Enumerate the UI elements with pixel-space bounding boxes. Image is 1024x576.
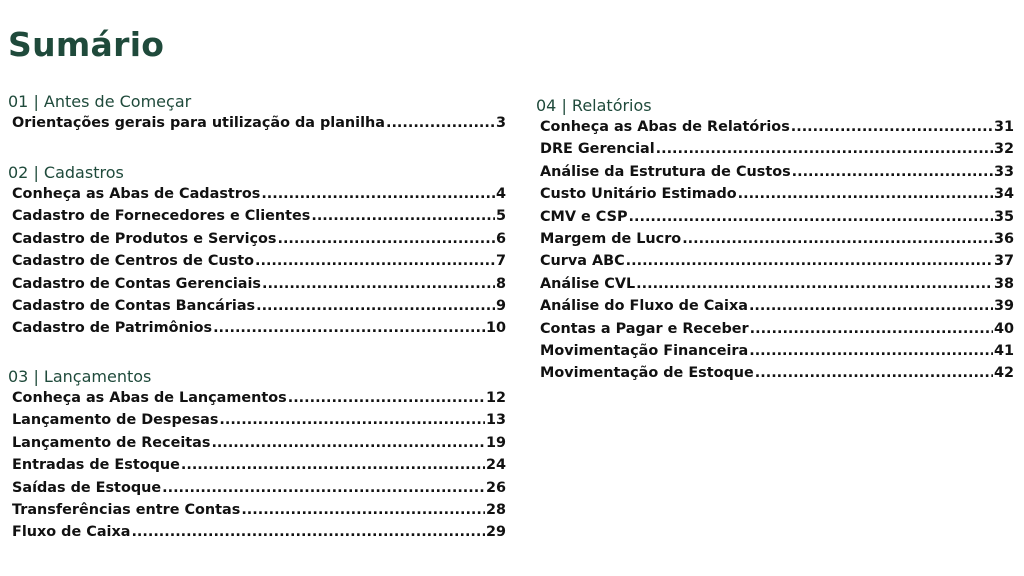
dot-leader [749,295,993,317]
toc-entry[interactable] [540,116,1014,138]
dot-leader [181,454,485,476]
dot-leader [750,318,993,340]
entry-label: Fluxo de Caixa [12,524,131,541]
dot-leader [241,499,485,521]
entry-label: Conheça as Abas de Lançamentos [12,390,287,406]
entry-page-number: 28 [485,501,506,518]
dot-leader [162,477,485,499]
dot-leader [629,206,993,228]
toc-entry[interactable] [540,250,1014,272]
toc-section-antes-de-comecar [8,92,506,134]
toc-entry[interactable] [540,340,1014,362]
entry-page-number: 35 [993,208,1014,225]
entry-page-number: 13 [485,412,506,429]
toc-entry[interactable] [540,138,1014,160]
toc-entry[interactable] [12,387,506,409]
dot-leader [211,432,485,454]
dot-leader [213,317,485,339]
dot-leader [256,295,495,317]
toc-section-relatorios [536,96,1014,385]
entry-page-number: 34 [993,186,1014,203]
toc-entry[interactable] [12,205,506,227]
entry-label: Transferências entre Contas [12,501,241,518]
entry-page-number: 7 [495,253,506,270]
toc-entry[interactable] [540,362,1014,384]
dot-leader [792,161,993,183]
toc-entry[interactable] [12,454,506,476]
entry-page-number: 38 [993,275,1014,292]
section-heading: 02 | Cadastros [8,163,124,182]
page-title: Sumário [8,25,165,64]
entry-page-number: 37 [993,253,1014,270]
toc-entry[interactable] [12,183,506,205]
entry-list [536,116,1014,385]
dot-leader [278,228,495,250]
entry-page-number: 32 [993,141,1014,158]
dot-leader [738,183,993,205]
entry-label: Análise CVL [540,275,636,292]
entry-page-number: 31 [993,119,1014,135]
toc-entry[interactable] [12,228,506,250]
entry-label: Movimentação Financeira [540,342,749,359]
entry-label: Lançamento de Despesas [12,412,219,429]
dot-leader [261,183,495,205]
toc-entry[interactable] [12,432,506,454]
entry-page-number: 8 [495,275,506,292]
entry-label: Movimentação de Estoque [540,365,754,382]
entry-page-number: 19 [485,434,506,451]
dot-leader [262,273,495,295]
entry-label: Custo Unitário Estimado [540,186,737,203]
entry-label: Margem de Lucro [540,230,682,247]
entry-page-number: 40 [993,320,1014,337]
dot-leader [219,409,485,431]
entry-page-number: 36 [993,230,1014,247]
entry-label: Orientações gerais para utilização da planilha [12,115,385,131]
toc-section-cadastros [8,163,506,340]
entry-label: CMV e CSP [540,208,628,225]
entry-page-number: 42 [993,365,1014,382]
dot-leader [626,250,993,272]
toc-entry[interactable] [12,273,506,295]
entry-page-number: 41 [993,342,1014,359]
toc-entry[interactable] [540,318,1014,340]
entry-label: DRE Gerencial [540,141,655,158]
toc-entry[interactable] [12,477,506,499]
toc-entry[interactable] [540,161,1014,183]
entry-page-number: 6 [495,230,506,247]
toc-entry[interactable] [12,112,506,134]
entry-label: Conheça as Abas de Relatórios [540,119,790,135]
toc-entry[interactable] [12,409,506,431]
toc-entry[interactable] [540,183,1014,205]
entry-page-number: 33 [993,163,1014,180]
entry-list [8,183,506,340]
dot-leader [791,116,993,138]
entry-page-number: 12 [485,390,506,406]
entry-label: Curva ABC [540,253,625,270]
toc-entry[interactable] [12,499,506,521]
dot-leader [682,228,993,250]
entry-label: Cadastro de Produtos e Serviços [12,230,277,247]
section-heading: 03 | Lançamentos [8,367,152,386]
dot-leader [131,521,485,543]
entry-label: Cadastro de Fornecedores e Clientes [12,208,311,225]
entry-page-number: 29 [485,524,506,541]
entry-label: Cadastro de Centros de Custo [12,253,255,270]
toc-entry[interactable] [540,273,1014,295]
entry-label: Conheça as Abas de Cadastros [12,186,261,202]
dot-leader [656,138,993,160]
entry-page-number: 5 [495,208,506,225]
entry-label: Saídas de Estoque [12,479,162,496]
section-heading: 04 | Relatórios [536,96,652,115]
entry-label: Cadastro de Contas Bancárias [12,297,256,314]
entry-page-number: 4 [495,186,506,202]
toc-entry[interactable] [12,317,506,339]
entry-label: Cadastro de Contas Gerenciais [12,275,261,292]
toc-entry[interactable] [540,228,1014,250]
entry-list [8,112,506,134]
entry-page-number: 10 [485,320,506,337]
toc-entry[interactable] [12,250,506,272]
entry-label: Análise da Estrutura de Custos [540,163,791,180]
dot-leader [255,250,495,272]
dot-leader [636,273,993,295]
entry-page-number: 26 [485,479,506,496]
entry-label: Contas a Pagar e Receber [540,320,749,337]
entry-page-number: 9 [495,297,506,314]
entry-list [8,387,506,544]
toc-entry[interactable] [540,295,1014,317]
dot-leader [749,340,993,362]
dot-leader [288,387,485,409]
entry-page-number: 3 [495,115,506,131]
dot-leader [311,205,495,227]
entry-label: Cadastro de Patrimônios [12,320,213,337]
entry-label: Entradas de Estoque [12,457,180,474]
toc-section-lancamentos [8,367,506,544]
toc-entry[interactable] [12,295,506,317]
entry-label: Análise do Fluxo de Caixa [540,298,748,315]
dot-leader [755,362,993,384]
entry-label: Lançamento de Receitas [12,434,211,451]
section-heading: 01 | Antes de Começar [8,92,192,111]
toc-entry[interactable] [540,206,1014,228]
entry-page-number: 24 [485,457,506,474]
entry-page-number: 39 [993,298,1014,315]
dot-leader [386,112,495,134]
toc-entry[interactable] [12,521,506,543]
